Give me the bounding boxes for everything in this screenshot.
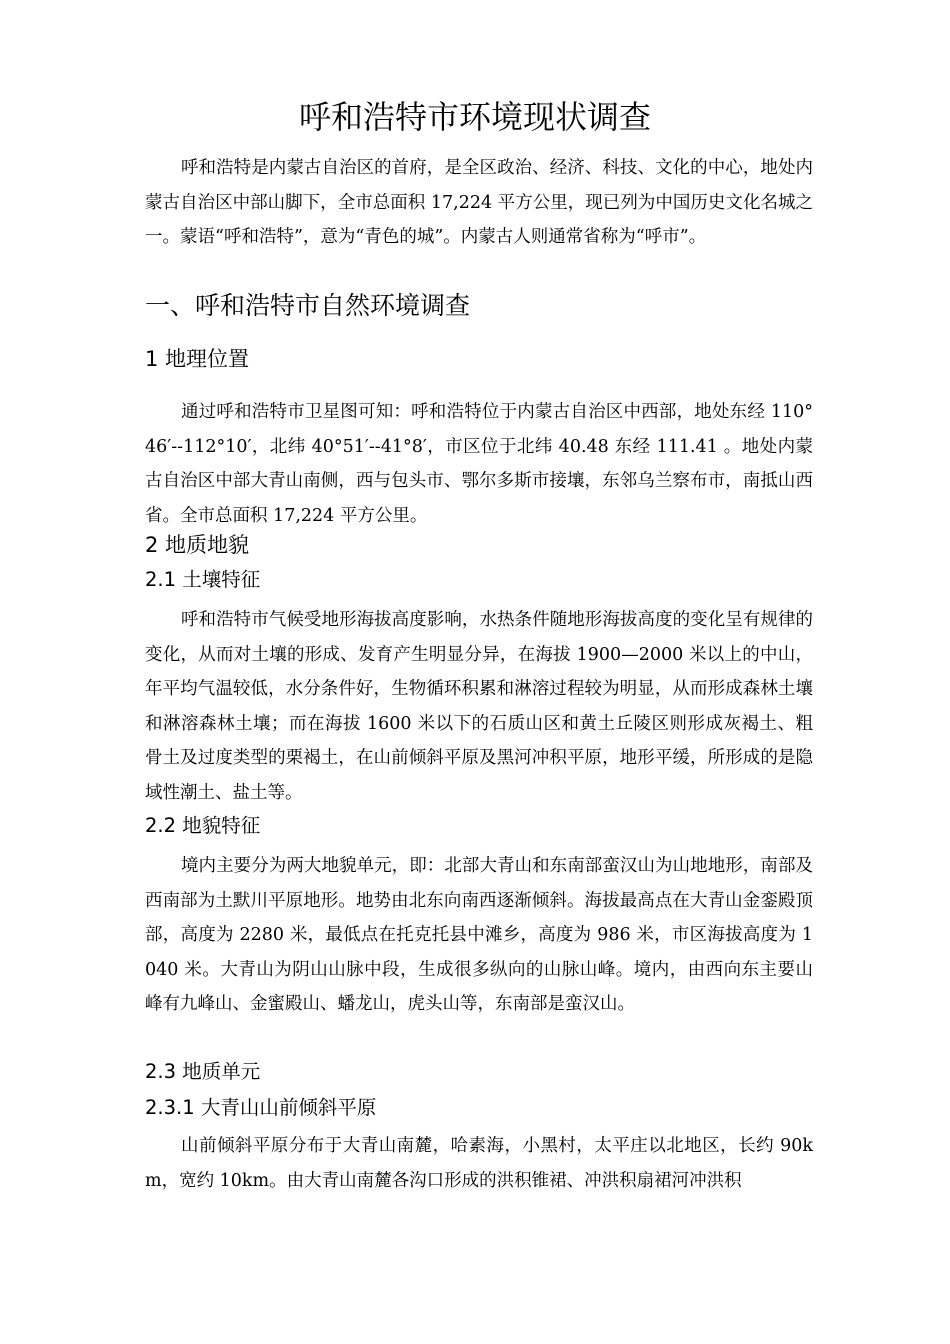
heading-geographic-location: 1 地理位置 <box>145 347 250 371</box>
heading-landform-features: 2.2 地貌特征 <box>145 814 261 837</box>
paragraph-landform-features: 境内主要分为两大地貌单元，即：北部大青山和东南部蛮汉山为山地地形，南部及西南部为土默川平原地形。地势由北东向南西逐渐倾斜。海拔最高点在大青山金銮殿顶部，高度为 2280 米，最低点在托克托县中滩乡，高度为 986 米，市区海拔高度为 1040 米。大青山为阴山山脉中段，生成很多纵向的山脉山峰。境内，由西向东主要山峰有九峰山、金蜜殿山、蟠龙山，虎头山等，东南部是蛮汉山。 <box>145 856 813 1015</box>
heading-piedmont-plain: 2.3.1 大青山山前倾斜平原 <box>145 1096 377 1119</box>
heading-geology-landform: 2 地质地貌 <box>145 533 250 557</box>
paragraph-geographic-location: 通过呼和浩特市卫星图可知：呼和浩特位于内蒙古自治区中西部，地处东经 110°46′--112°10′，北纬 40°51′--41°8′，市区位于北纬 40.48 东经 111.41 。地处内蒙古自治区中部大青山南侧，西与包头市、鄂尔多斯市接壤，东邻乌兰察布市，南抵山西省。全市总面积 17,224 平方公里。 <box>145 402 813 526</box>
paragraph-piedmont-plain: 山前倾斜平原分布于大青山南麓，哈素海，小黑村，太平庄以北地区，长约 90km，宽约 10km。由大青山南麓各沟口形成的洪积锥裙、冲洪积扇裙河冲洪积 <box>145 1136 813 1191</box>
paragraph-soil-features: 呼和浩特市气候受地形海拔高度影响，水热条件随地形海拔高度的变化呈有规律的变化，从而对土壤的形成、发育产生明显分异，在海拔 1900—2000 米以上的中山，年平均气温较低，水分条件好，生物循环积累和淋溶过程较为明显，从而形成森林土壤和淋溶森林土壤；而在海拔 1600 米以下的石质山区和黄土丘陵区则形成灰褐土、粗骨土及过度类型的栗褐土，在山前倾斜平原及黑河冲积平原，地形平缓，所形成的是隐域性潮土、盐土等。 <box>145 610 813 803</box>
heading-soil-features: 2.1 土壤特征 <box>145 568 261 591</box>
document-title: 呼和浩特市环境现状调查 <box>298 98 651 136</box>
heading-geological-units: 2.3 地质单元 <box>145 1060 261 1083</box>
intro-paragraph: 呼和浩特是内蒙古自治区的首府，是全区政治、经济、科技、文化的中心，地处内蒙古自治区中部山脚下，全市总面积 17,224 平方公里，现已列为中国历史文化名城之一。蒙语“呼和浩特”，意为“青色的城”。内蒙古人则通常省称为“呼市”。 <box>145 158 813 248</box>
section-heading-natural-environment: 一、呼和浩特市自然环境调查 <box>145 291 471 320</box>
